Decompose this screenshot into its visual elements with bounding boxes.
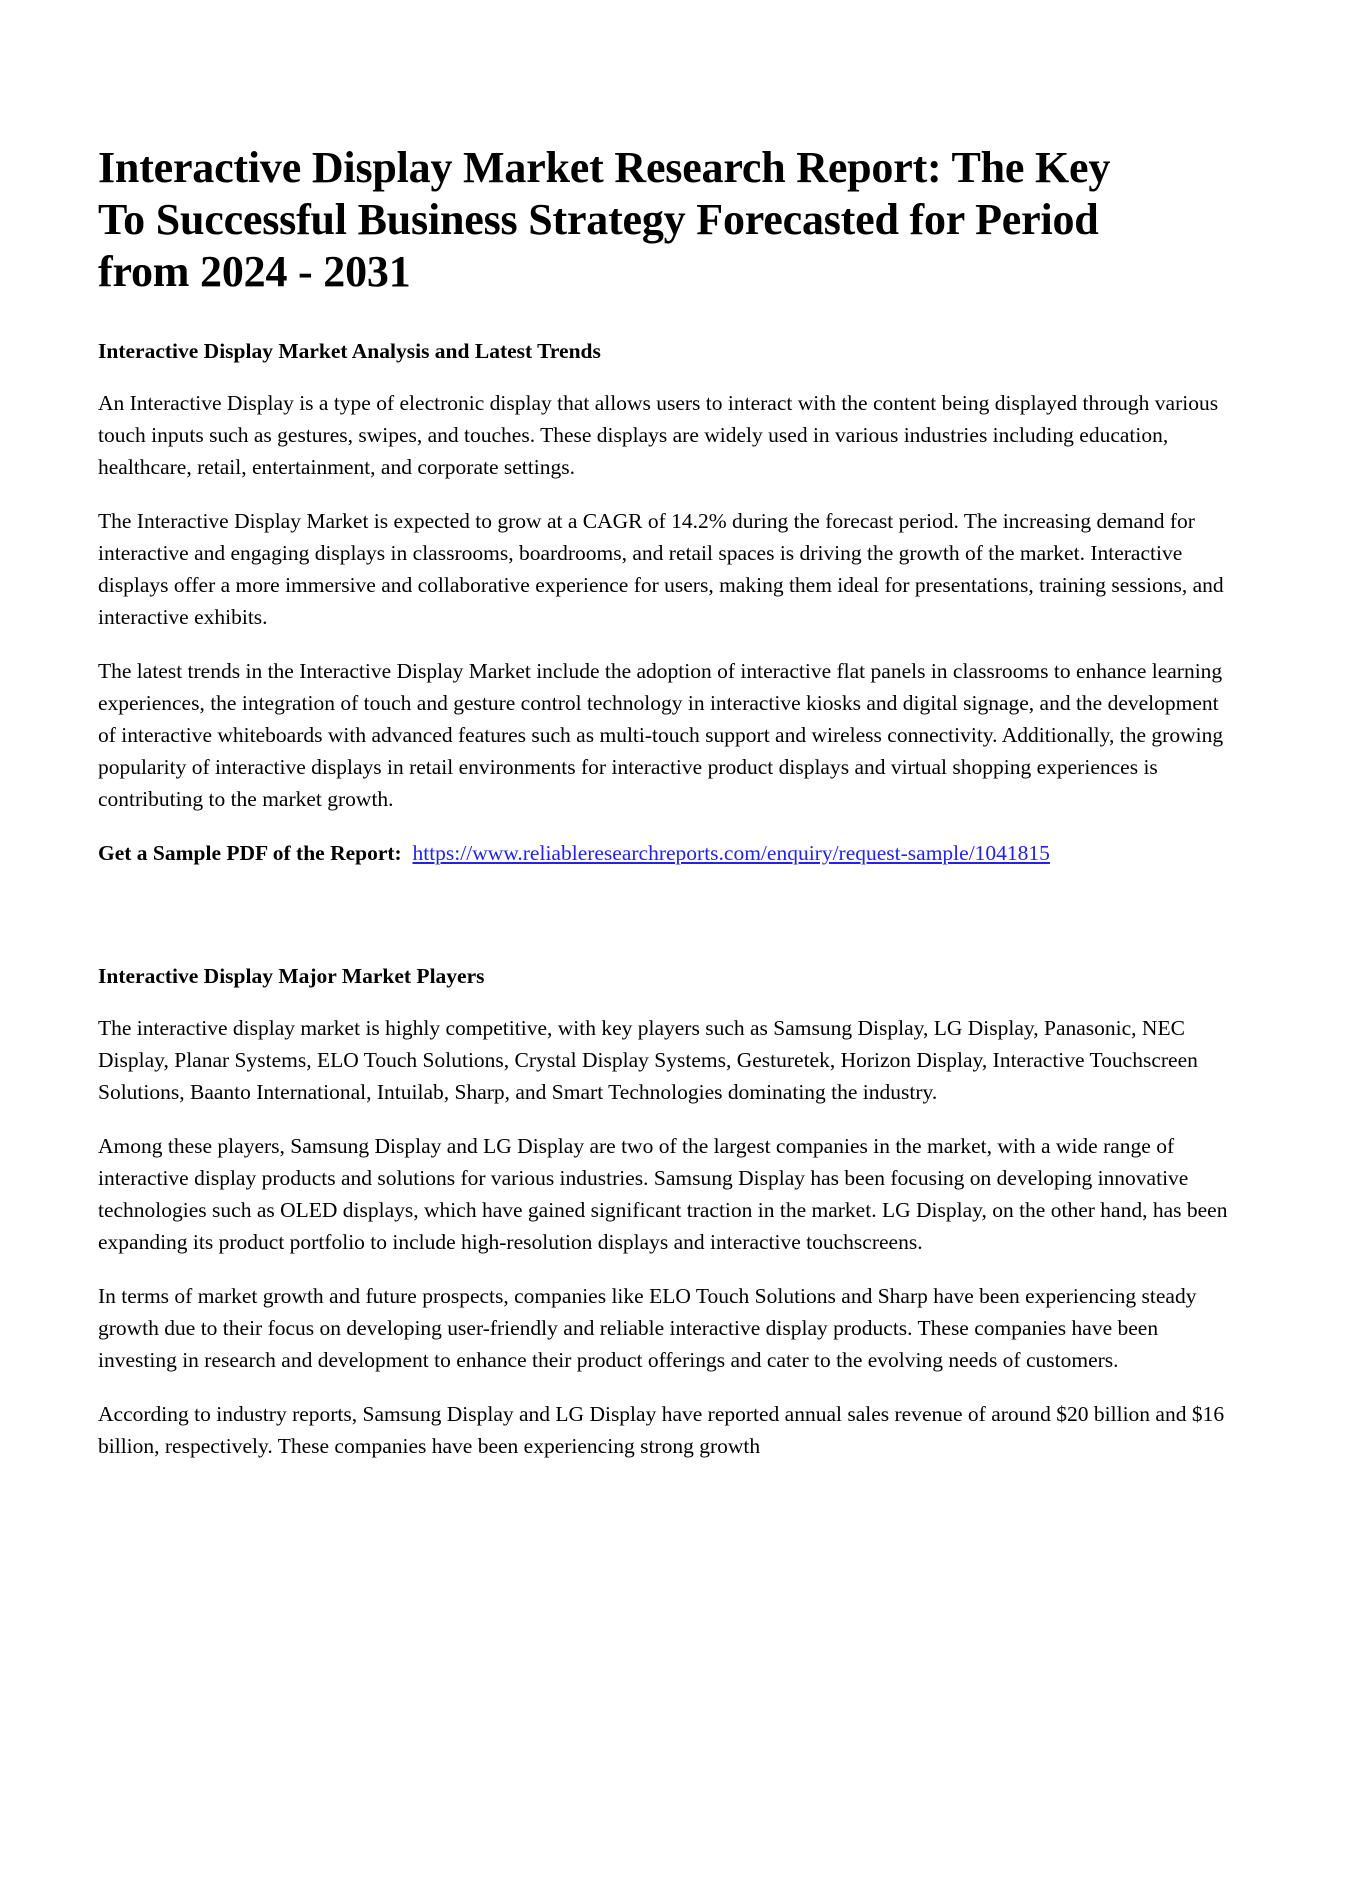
- sample-pdf-label: Get a Sample PDF of the Report:: [98, 841, 402, 865]
- sample-pdf-link[interactable]: https://www.reliableresearchreports.com/enquiry/request-sample/1041815: [412, 841, 1050, 865]
- paragraph-players-2: Among these players, Samsung Display and LG Display are two of the largest companies in the market, with a wide range of interactive display products and solutions for various industries. Samsung Display has been focusing on developing innovative technologies such as OLED displays, which have gained significant traction in the market. LG Display, on the other hand, has been expanding its product portfolio to include high-resolution displays and interactive touchscreens.: [98, 1134, 1228, 1254]
- page-title: Interactive Display Market Research Report: The Key To Successful Business Strategy Forecasted for Period from 2024 - 2031: [98, 143, 1111, 296]
- paragraph-analysis-1: An Interactive Display is a type of electronic display that allows users to interact with the content being displayed through various touch inputs such as gestures, swipes, and touches. These displays are widely used in various industries including education, healthcare, retail, entertainment, and corporate settings.: [98, 391, 1219, 479]
- paragraph-analysis-2: The Interactive Display Market is expected to grow at a CAGR of 14.2% during the forecast period. The increasing demand for interactive and engaging displays in classrooms, boardrooms, and retail spaces is driving the growth of the market. Interactive displays offer a more immersive and collaborative experience for users, making them ideal for presentations, training sessions, and interactive exhibits.: [98, 509, 1224, 629]
- section-spacer: [98, 891, 1233, 963]
- document-content: [98, 142, 1233, 1484]
- section-heading-market-analysis: Interactive Display Market Analysis and Latest Trends: [98, 339, 601, 363]
- sample-pdf-cta: [98, 837, 1233, 869]
- paragraph-analysis-3: The latest trends in the Interactive Display Market include the adoption of interactive flat panels in classrooms to enhance learning experiences, the integration of touch and gesture control technology in interactive kiosks and digital signage, and the development of interactive whiteboards with advanced features such as multi-touch support and wireless connectivity. Additionally, the growing popularity of interactive displays in retail environments for interactive product displays and virtual shopping experiences is contributing to the market growth.: [98, 659, 1224, 811]
- paragraph-players-1: The interactive display market is highly competitive, with key players such as Samsung Display, LG Display, Panasonic, NEC Display, Planar Systems, ELO Touch Solutions, Crystal Display Systems, Gesturetek, Horizon Display, Interactive Touchscreen Solutions, Baanto International, Intuilab, Sharp, and Smart Technologies dominating the industry.: [98, 1016, 1198, 1104]
- section-heading-major-players: Interactive Display Major Market Players: [98, 964, 485, 988]
- paragraph-players-4: According to industry reports, Samsung Display and LG Display have reported annual sales revenue of around $20 billion and $16 billion, respectively. These companies have been experiencing strong growth: [98, 1402, 1225, 1458]
- paragraph-players-3: In terms of market growth and future prospects, companies like ELO Touch Solutions and Sharp have been experiencing steady growth due to their focus on developing user-friendly and reliable interactive display products. These companies have been investing in research and development to enhance their product offerings and cater to the evolving needs of customers.: [98, 1284, 1197, 1372]
